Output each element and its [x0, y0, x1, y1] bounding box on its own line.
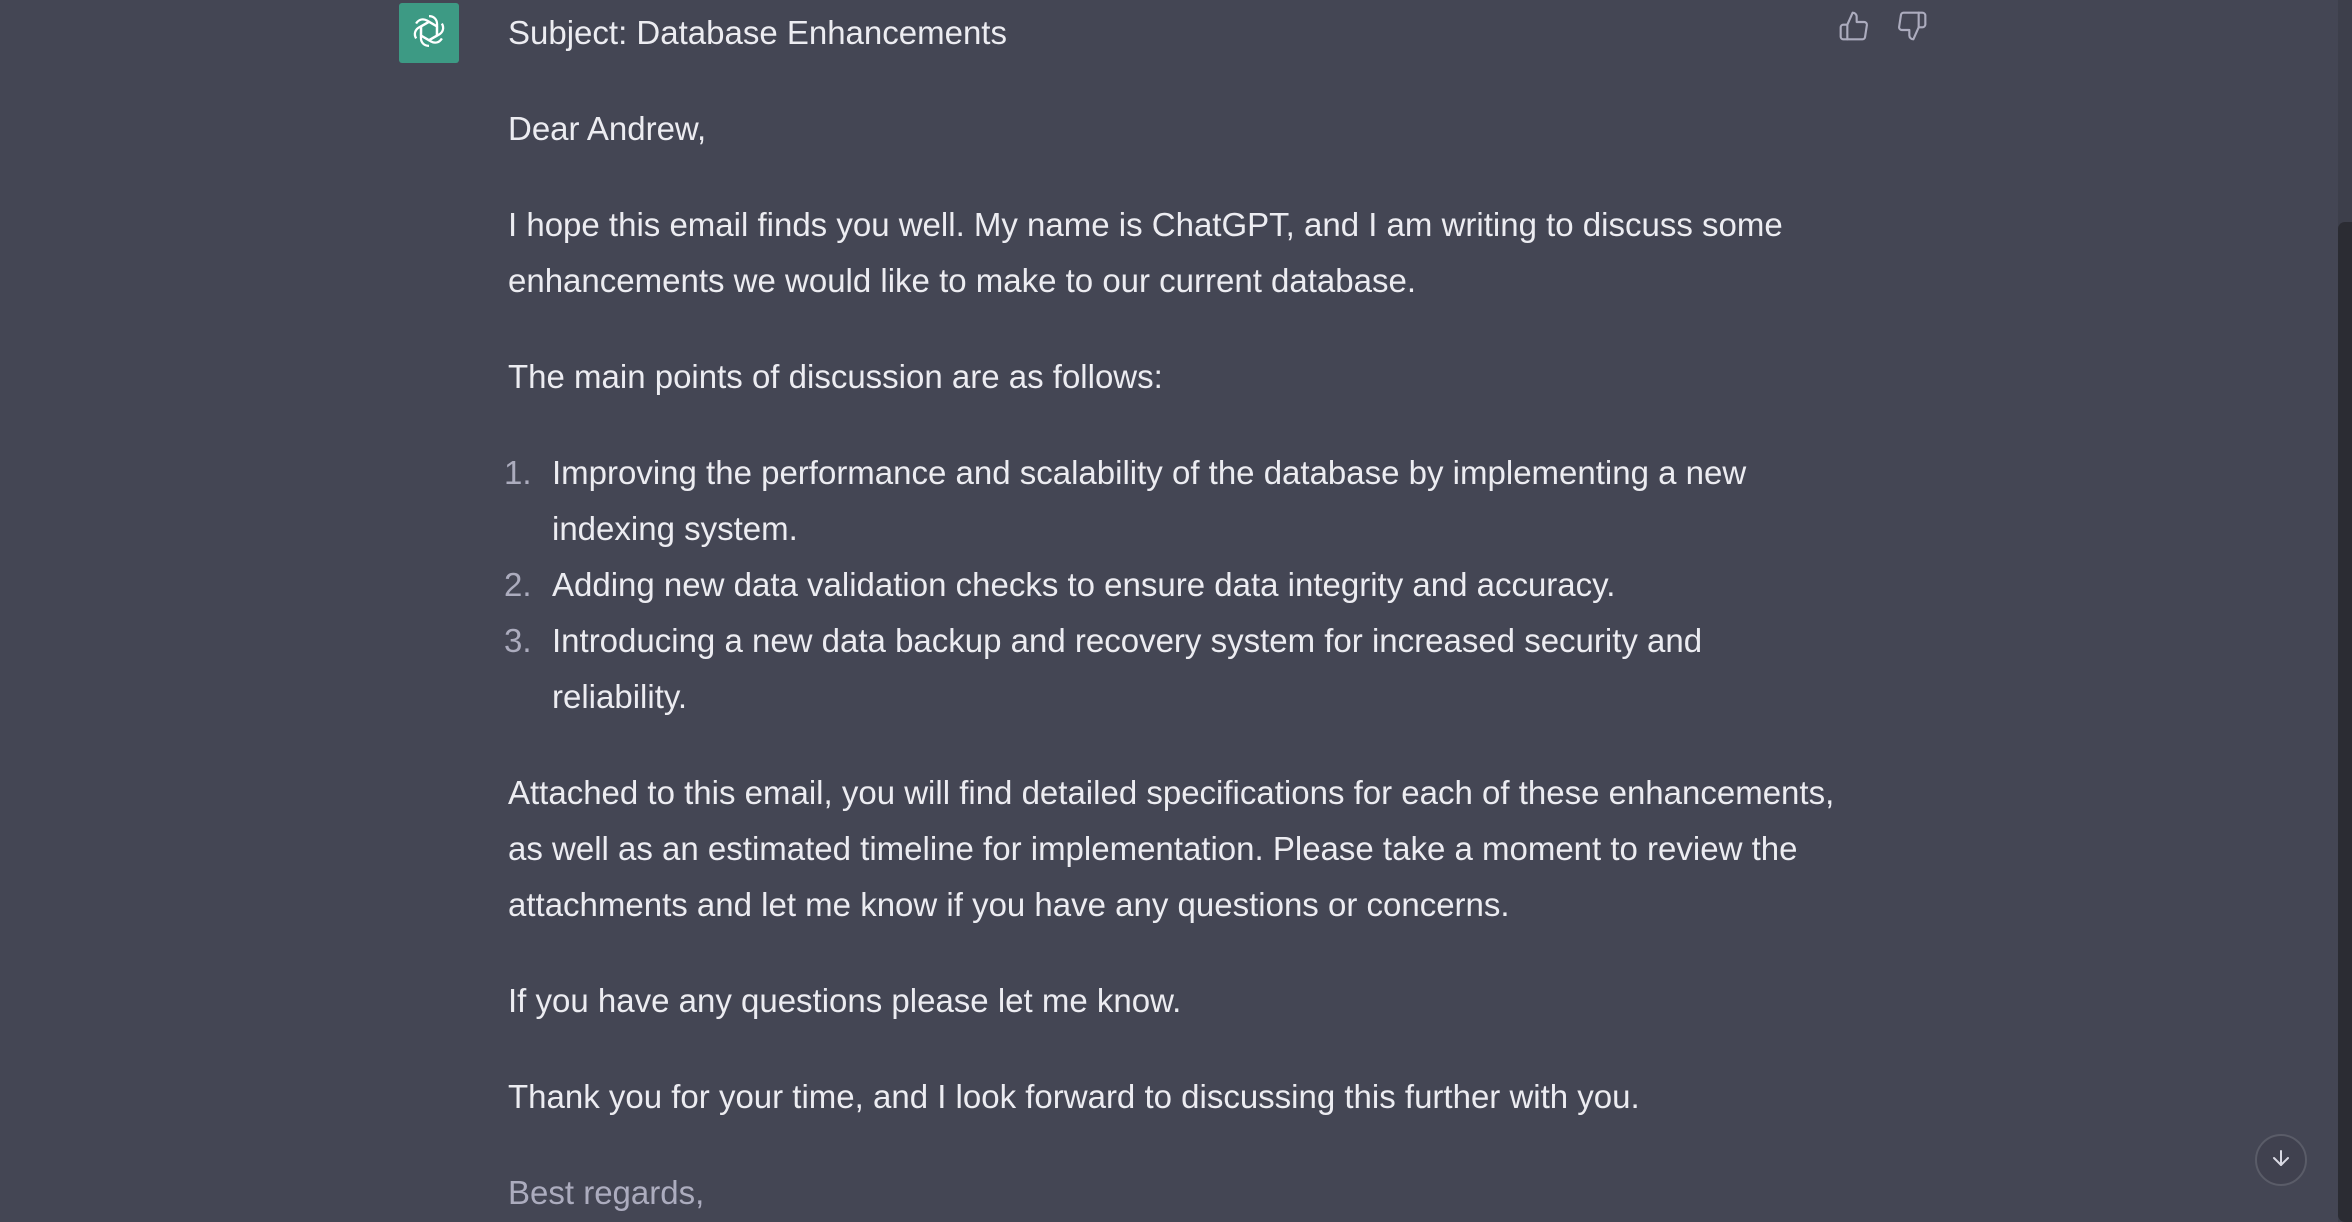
email-subject: Subject: Database Enhancements	[508, 14, 1007, 51]
email-intro-paragraph: I hope this email finds you well. My name is ChatGPT, and I am writing to discuss some enhancements we would like to make to our current database.	[508, 206, 1783, 299]
list-item-number: 2.	[504, 566, 532, 603]
email-attachments-paragraph: Attached to this email, you will find detailed specifications for each of these enhancements, as well as an estimated timeline for implementation. Please take a moment to review the attachments and let me know if you have any questions or concerns.	[508, 774, 1835, 923]
email-greeting: Dear Andrew,	[508, 110, 707, 147]
assistant-avatar	[399, 3, 459, 63]
scroll-to-bottom-button[interactable]	[2255, 1134, 2307, 1186]
email-thanks-paragraph: Thank you for your time, and I look forward to discussing this further with you.	[508, 1078, 1640, 1115]
openai-logo-icon	[408, 10, 450, 57]
thumbs-up-icon	[1838, 10, 1870, 47]
list-item-number: 1.	[504, 454, 532, 491]
feedback-buttons	[1836, 10, 1930, 46]
email-points-list	[504, 445, 1828, 725]
list-item	[504, 557, 1828, 613]
scrollbar[interactable]	[2338, 0, 2352, 1222]
scrollbar-thumb[interactable]	[2338, 222, 2352, 1222]
list-item-number: 3.	[504, 622, 532, 659]
thumbs-up-button[interactable]	[1836, 10, 1872, 46]
email-points-intro: The main points of discussion are as follows:	[508, 358, 1163, 395]
list-item-text: Adding new data validation checks to ensure data integrity and accuracy.	[552, 566, 1616, 603]
thumbs-down-button[interactable]	[1894, 10, 1930, 46]
list-item-text: Improving the performance and scalability of the database by implementing a new indexing system.	[552, 454, 1747, 547]
email-closing: Best regards,	[508, 1174, 705, 1211]
arrow-down-icon	[2269, 1146, 2293, 1175]
thumbs-down-icon	[1896, 10, 1928, 47]
list-item-text: Introducing a new data backup and recovery system for increased security and reliability.	[552, 622, 1703, 715]
list-item	[504, 445, 1828, 557]
email-questions-paragraph: If you have any questions please let me know.	[508, 982, 1182, 1019]
list-item	[504, 613, 1828, 725]
